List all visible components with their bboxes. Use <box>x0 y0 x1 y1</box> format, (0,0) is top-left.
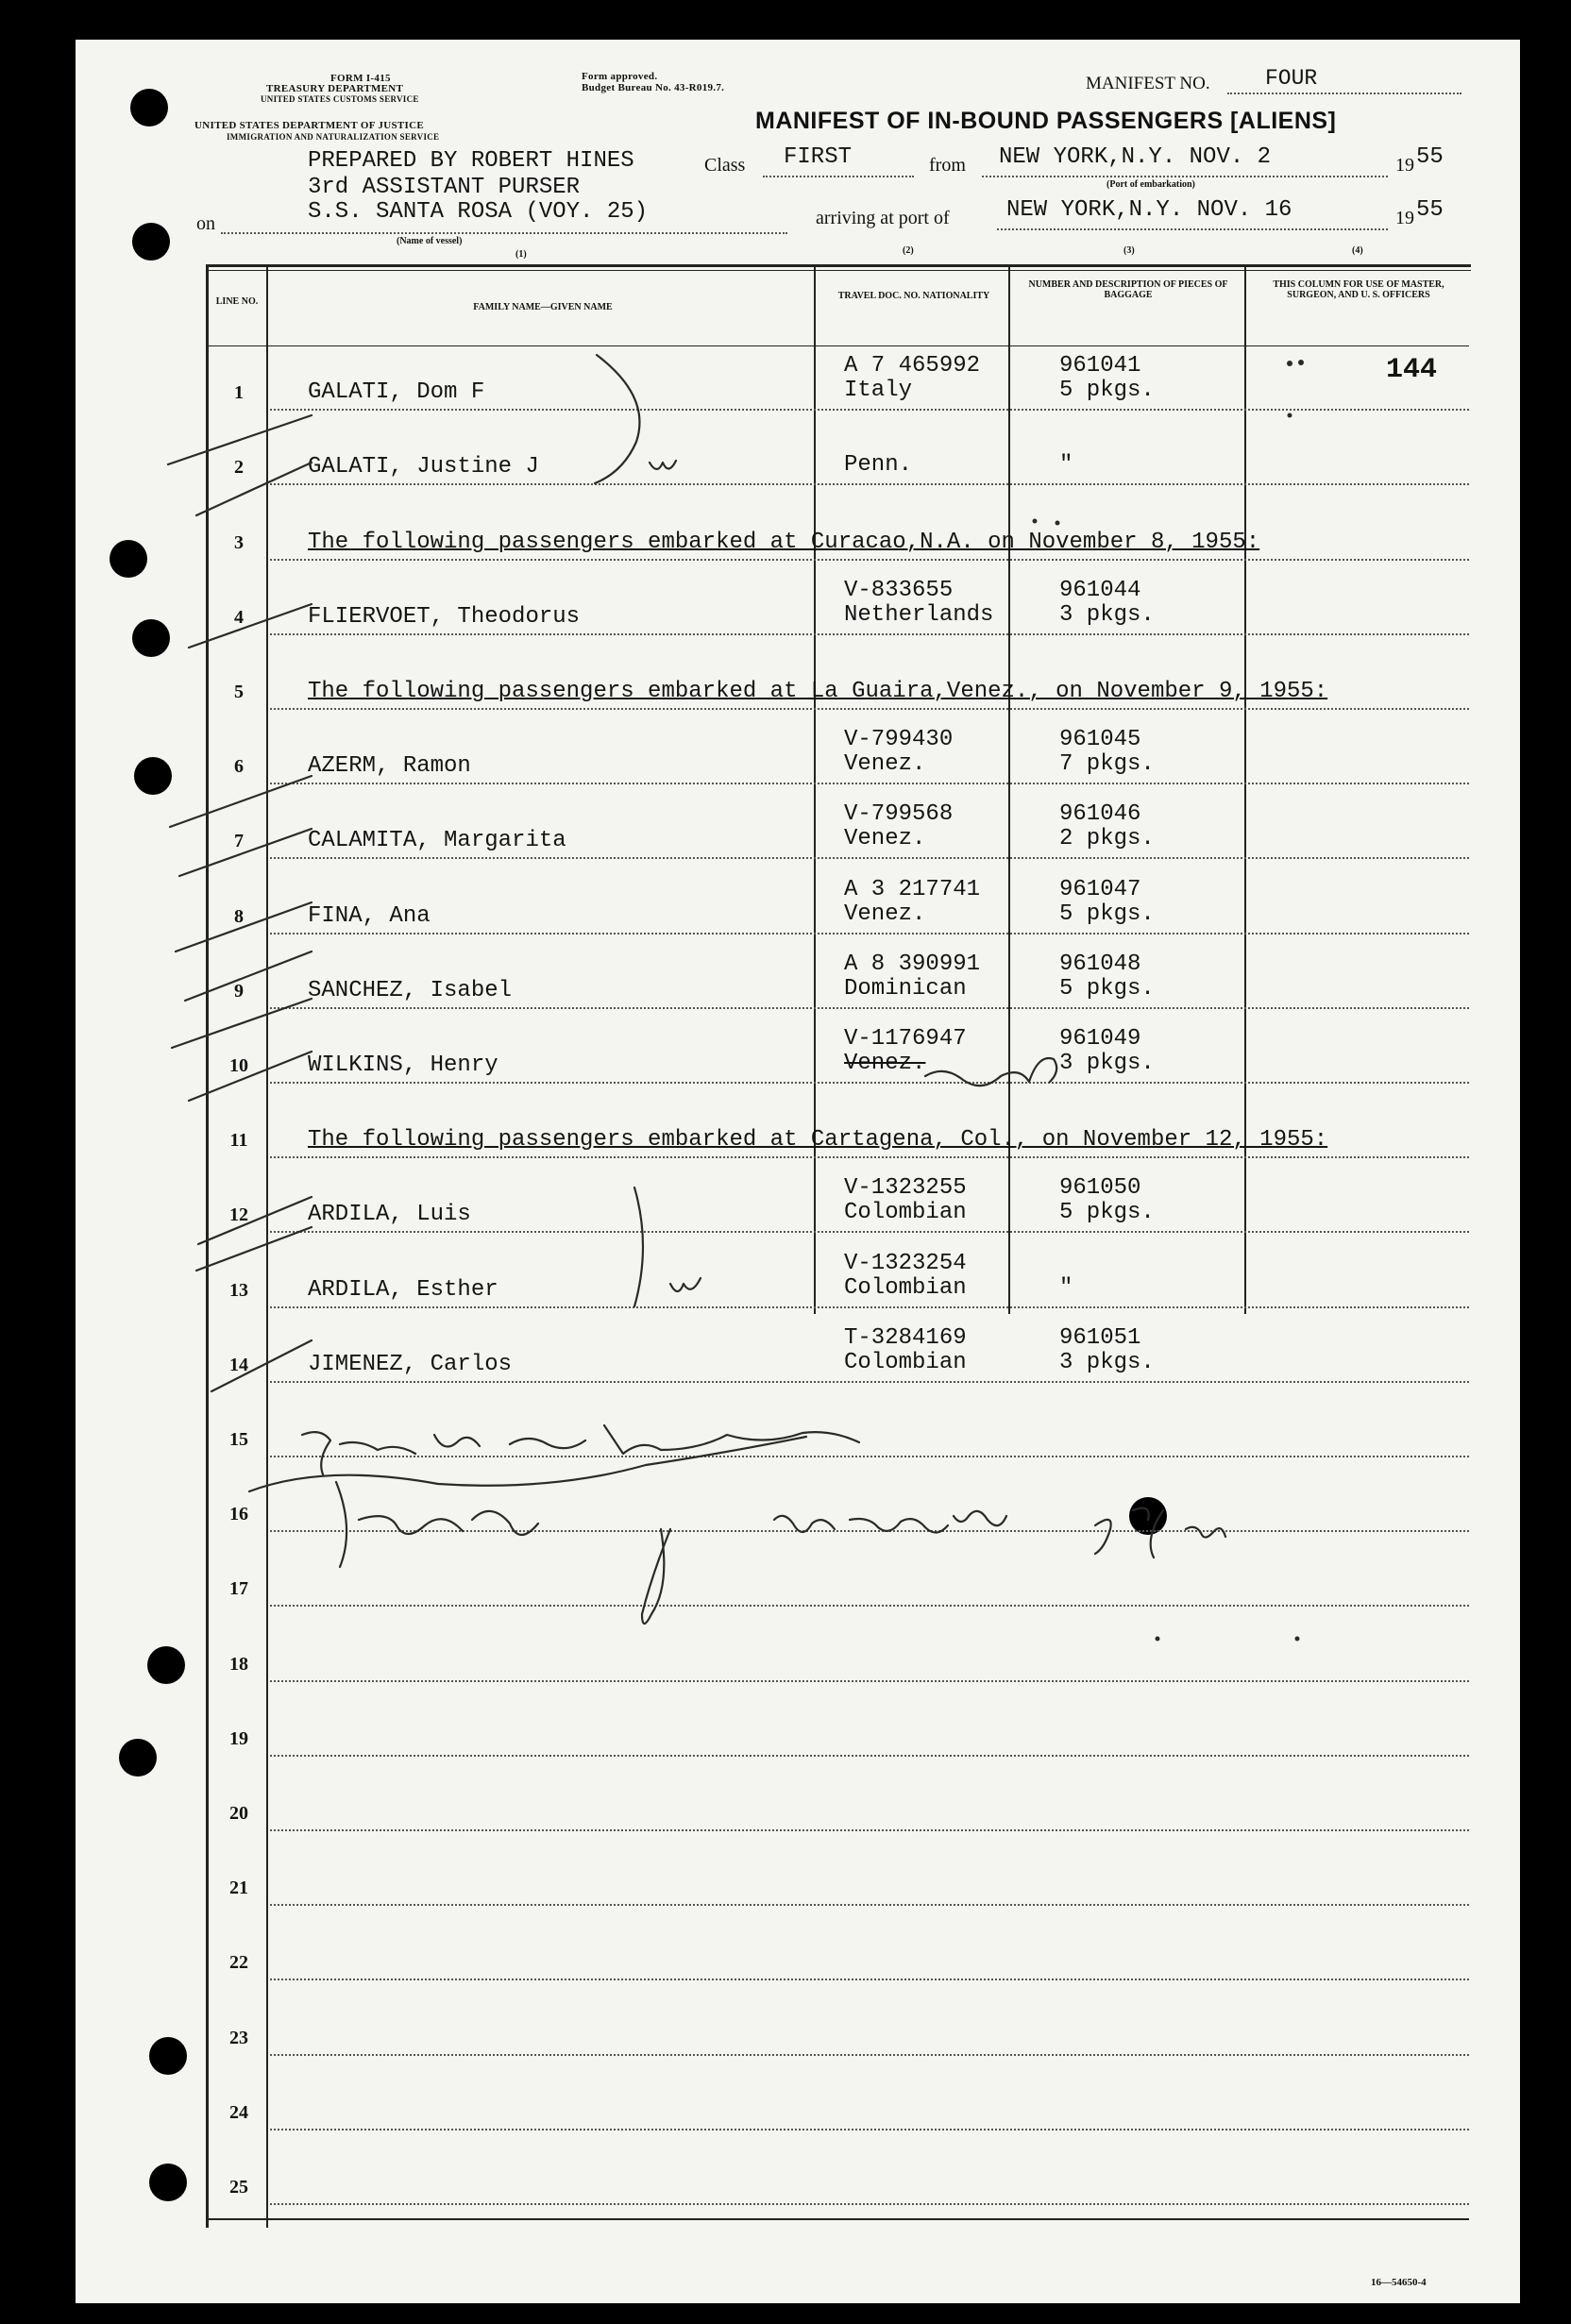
line-number: 10 <box>229 1055 248 1076</box>
travel-doc-number: V-1323254 <box>844 1250 967 1276</box>
nationality: Italy <box>844 378 913 404</box>
form-approved-label: Form approved. <box>582 71 658 82</box>
line-number: 25 <box>229 2177 248 2198</box>
officer-note: 144 <box>1386 354 1438 387</box>
line-number: 6 <box>234 756 244 778</box>
baggage-pieces: 2 pkgs. <box>1059 826 1155 852</box>
manifest-no-label: MANIFEST NO. <box>1086 74 1210 93</box>
line-number: 2 <box>234 457 244 479</box>
passenger-name: SANCHEZ, Isabel <box>308 977 513 1003</box>
nationality: Netherlands <box>844 601 994 628</box>
line-number: 12 <box>229 1204 248 1226</box>
line-number: 21 <box>229 1878 248 1899</box>
baggage-pieces: " <box>1059 1274 1073 1301</box>
nationality: Penn. <box>844 452 913 479</box>
embarkation-note: The following passengers embarked at La Guaira,Venez., on November 9, 1955: <box>308 679 1328 704</box>
travel-doc-number: A 8 390991 <box>844 951 981 977</box>
travel-doc-number: V-833655 <box>844 577 954 603</box>
travel-doc-number: T-3284169 <box>844 1324 967 1351</box>
year-value: 55 <box>1416 144 1444 170</box>
passenger-name: WILKINS, Henry <box>308 1053 498 1078</box>
line-number: 19 <box>229 1727 248 1749</box>
embarkation-note: The following passengers embarked at Cartagena, Col., on November 12, 1955: <box>308 1127 1328 1154</box>
baggage-number: 961048 <box>1059 951 1141 977</box>
baggage-number: 961047 <box>1059 876 1141 902</box>
arriving-label: arriving at port of <box>816 208 950 228</box>
travel-doc-number: V-799430 <box>844 727 954 753</box>
col-marker-3: (3) <box>1123 245 1135 256</box>
line-number: 14 <box>229 1354 248 1375</box>
col-marker-1: (1) <box>515 249 527 260</box>
baggage-pieces: 3 pkgs. <box>1059 1349 1155 1375</box>
line-number: 13 <box>229 1279 248 1301</box>
nationality: Venez. <box>844 1051 926 1076</box>
baggage-pieces: " <box>1059 452 1073 479</box>
table-left-rule <box>206 264 209 2228</box>
on-label: on <box>196 213 215 234</box>
manifest-title: MANIFEST OF IN-BOUND PASSENGERS [ALIENS] <box>755 108 1337 134</box>
budget-bureau-label: Budget Bureau No. 43-R019.7. <box>582 82 725 93</box>
from-value: NEW YORK,N.Y. NOV. 2 <box>999 144 1272 170</box>
baggage-pieces: 7 pkgs. <box>1059 751 1155 778</box>
binder-hole <box>149 2164 187 2201</box>
col-header-line: LINE NO. <box>215 296 259 307</box>
binder-hole <box>130 89 168 126</box>
purser-title: 3rd ASSISTANT PURSER <box>308 175 581 200</box>
col-header-name: FAMILY NAME—GIVEN NAME <box>473 302 613 312</box>
baggage-number: 961044 <box>1059 577 1141 603</box>
port-embarkation-note: (Port of embarkation) <box>1106 179 1195 190</box>
nationality: Colombian <box>844 1200 967 1226</box>
passenger-name: GALATI, Dom F <box>308 379 485 406</box>
baggage-pieces: 3 pkgs. <box>1059 1051 1155 1076</box>
nationality: Colombian <box>844 1274 967 1301</box>
line-number: 7 <box>234 831 244 852</box>
line-number: 15 <box>229 1429 248 1450</box>
baggage-pieces: 3 pkgs. <box>1059 601 1155 628</box>
col-marker-4: (4) <box>1352 245 1363 256</box>
line-number: 4 <box>234 606 244 628</box>
baggage-pieces: 5 pkgs. <box>1059 975 1155 1002</box>
baggage-number: 961045 <box>1059 727 1141 753</box>
binder-hole <box>132 223 170 261</box>
treasury-label: TREASURY DEPARTMENT <box>266 83 404 94</box>
baggage-pieces: 5 pkgs. <box>1059 378 1155 404</box>
binder-hole <box>1129 1497 1167 1535</box>
binder-hole <box>110 540 147 578</box>
line-number: 3 <box>234 531 244 553</box>
customs-label: UNITED STATES CUSTOMS SERVICE <box>261 94 419 104</box>
form-number: FORM I-415 <box>330 73 391 84</box>
line-number: 8 <box>234 905 244 927</box>
year2-prefix: 19 <box>1395 208 1414 228</box>
passenger-name: JIMENEZ, Carlos <box>308 1351 513 1377</box>
baggage-number: 961051 <box>1059 1324 1141 1351</box>
col-marker-2: (2) <box>903 245 914 256</box>
nationality: Venez. <box>844 901 926 927</box>
class-value: FIRST <box>784 144 853 170</box>
line-number: 17 <box>229 1578 248 1600</box>
justice-label: UNITED STATES DEPARTMENT OF JUSTICE <box>194 120 424 131</box>
baggage-pieces: 5 pkgs. <box>1059 901 1155 927</box>
manifest-no-value: FOUR <box>1265 66 1318 91</box>
line-number: 11 <box>229 1130 248 1152</box>
binder-hole <box>149 2037 187 2075</box>
from-label: from <box>929 155 966 176</box>
travel-doc-number: V-1323255 <box>844 1175 967 1202</box>
line-number: 9 <box>234 980 244 1002</box>
col-header-travel-doc: TRAVEL DOC. NO. NATIONALITY <box>837 291 990 301</box>
line-number: 20 <box>229 1803 248 1824</box>
passenger-name: ARDILA, Luis <box>308 1202 471 1228</box>
passenger-name: GALATI, Justine J <box>308 454 539 480</box>
form-code: 16—54650-4 <box>1371 2277 1427 2288</box>
nationality: Colombian <box>844 1349 967 1375</box>
travel-doc-number: A 7 465992 <box>844 353 981 379</box>
passenger-name: FINA, Ana <box>308 902 431 929</box>
line-number: 23 <box>229 2027 248 2048</box>
travel-doc-number: V-799568 <box>844 801 954 828</box>
year-prefix: 19 <box>1395 155 1414 176</box>
year2-value: 55 <box>1416 197 1444 223</box>
line-number: 1 <box>234 382 244 404</box>
baggage-number: 961049 <box>1059 1026 1141 1052</box>
embarkation-note: The following passengers embarked at Curacao,N.A. on November 8, 1955: <box>308 529 1260 555</box>
col-header-baggage: NUMBER AND DESCRIPTION OF PIECES OF BAGGAGE <box>1028 279 1228 300</box>
travel-doc-number: A 3 217741 <box>844 876 981 902</box>
vessel-note: (Name of vessel) <box>397 236 463 246</box>
line-number: 18 <box>229 1653 248 1675</box>
passenger-name: ARDILA, Esther <box>308 1276 498 1303</box>
header-divider <box>206 345 1469 346</box>
baggage-number: 961050 <box>1059 1175 1141 1202</box>
line-number: 5 <box>234 682 244 702</box>
binder-hole <box>132 619 170 657</box>
passenger-name: AZERM, Ramon <box>308 753 471 780</box>
baggage-number: 961046 <box>1059 801 1141 828</box>
line-number: 22 <box>229 1952 248 1974</box>
col-header-officers: THIS COLUMN FOR USE OF MASTER, SURGEON, AND U. S. OFFICERS <box>1273 279 1444 300</box>
line-number: 16 <box>229 1504 248 1525</box>
binder-hole <box>147 1646 185 1684</box>
passenger-name: CALAMITA, Margarita <box>308 828 566 854</box>
nationality: Dominican <box>844 975 967 1002</box>
baggage-number: 961041 <box>1059 353 1141 379</box>
nationality: Venez. <box>844 751 926 778</box>
baggage-pieces: 5 pkgs. <box>1059 1200 1155 1226</box>
class-label: Class <box>704 155 746 176</box>
passenger-name: FLIERVOET, Theodorus <box>308 603 581 630</box>
vessel-value: S.S. SANTA ROSA (VOY. 25) <box>308 199 649 225</box>
travel-doc-number: V-1176947 <box>844 1026 967 1052</box>
line-number: 24 <box>229 2101 248 2123</box>
ins-label: IMMIGRATION AND NATURALIZATION SERVICE <box>227 132 440 142</box>
table-top-rule <box>206 264 1471 267</box>
binder-hole <box>134 757 172 795</box>
manifest-page <box>76 40 1520 2303</box>
binder-hole <box>119 1739 157 1777</box>
prepared-by: PREPARED BY ROBERT HINES <box>308 148 634 174</box>
arriving-value: NEW YORK,N.Y. NOV. 16 <box>1006 197 1292 223</box>
nationality: Venez. <box>844 826 926 852</box>
